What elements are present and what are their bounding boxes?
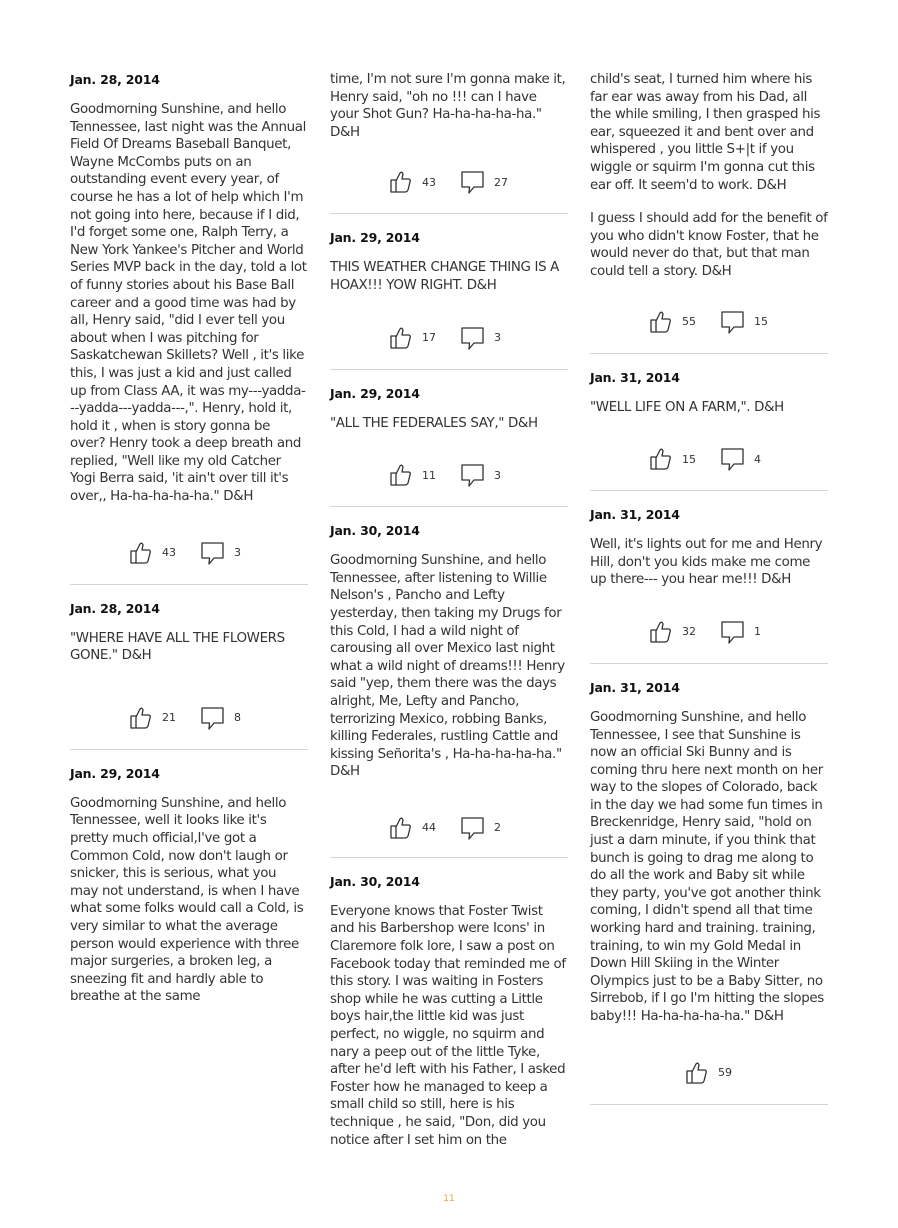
post-text: Goodmorning Sunshine, and hello Tennessee, well it looks like it's pretty much official,I've got a Common Cold, now don't laugh or snicker, this is serious, what you may not understand, is when I have what some folks would call a Cold, is very similar to what the average person would experience with three major surgeries, a broken leg, a sneezing fit and hardly able to breathe at the same <box>70 795 304 1005</box>
separator <box>590 663 828 664</box>
comment-icon <box>200 540 226 566</box>
comment-count: 8 <box>234 711 241 725</box>
post-text: Everyone knows that Foster Twist and his Barbershop were Icons' in Claremore folk lore, I saw a post on Facebook today that reminded me of this story. I was waiting in Fosters shop while he was cutting a Little boys hair,the little kid was just perfect, no wiggle, no squirm and nary a peep out of the little Tyke, after he'd left with his Father, I asked Foster how he managed to keep a small child so still, here is his technique , he said, "Don, did you notice after I set him on the <box>330 903 566 1148</box>
separator <box>590 490 828 491</box>
post-reactions <box>330 323 568 353</box>
post-text: "WELL LIFE ON A FARM,". D&H <box>590 399 784 415</box>
comment-icon <box>460 325 486 351</box>
column-1 <box>70 60 308 1006</box>
post-reactions <box>590 1058 828 1088</box>
post-text-continued: I guess I should add for the benefit of you who didn't know Foster, that he would never do that, but that man could tell a story. D&H <box>590 211 828 279</box>
post-date: Jan. 31, 2014 <box>590 507 680 523</box>
comment-icon <box>720 446 746 472</box>
comment-count: 4 <box>754 452 761 466</box>
post-text-continued: time, I'm not sure I'm gonna make it, Henry said, "oh no !!! can I have your Shot Gun? Ha-ha-ha-ha-ha." D&H <box>330 72 566 140</box>
comment-button[interactable] <box>720 309 746 335</box>
post-date: Jan. 31, 2014 <box>590 369 680 385</box>
thumbs-up-icon <box>648 619 674 645</box>
comment-button[interactable] <box>720 446 746 472</box>
post-text: "WHERE HAVE ALL THE FLOWERS GONE." D&H <box>70 630 285 664</box>
post-reactions <box>330 460 568 490</box>
comment-count: 2 <box>494 821 501 835</box>
like-count: 11 <box>422 468 436 482</box>
separator <box>70 749 308 750</box>
separator <box>330 369 568 370</box>
separator <box>590 353 828 354</box>
post-date: Jan. 28, 2014 <box>70 600 160 616</box>
separator <box>330 213 568 214</box>
comment-button[interactable] <box>460 325 486 351</box>
page-number: 11 <box>443 1194 455 1204</box>
post-text: THIS WEATHER CHANGE THING IS A HOAX!!! YOW RIGHT. D&H <box>330 260 559 293</box>
separator <box>590 1104 828 1105</box>
comment-icon <box>460 815 486 841</box>
thumbs-up-icon <box>128 540 154 566</box>
post-text: Well, it's lights out for me and Henry Hill, don't you kids make me come up there--- you hear me!!! D&H <box>590 537 823 588</box>
like-button[interactable] <box>648 619 674 645</box>
post-reactions <box>70 703 308 733</box>
thumbs-up-icon <box>388 325 414 351</box>
thumbs-up-icon <box>128 705 154 731</box>
post-reactions <box>330 813 568 843</box>
like-count: 21 <box>162 711 176 725</box>
post-text-continued: child's seat, I turned him where his far ear was away from his Dad, all the while smiling, I then grasped his ear, squeezed it and bent over and whispered , you little S+|t if you wiggle or squirm I'm gonna cut this ear off. It seem'd to work. D&H <box>590 72 821 193</box>
comment-icon <box>460 169 486 195</box>
like-button[interactable] <box>388 462 414 488</box>
comment-count: 3 <box>234 546 241 560</box>
post-text: Goodmorning Sunshine, and hello Tennessee, I see that Sunshine is now an official Ski Bunny and is coming thru here next month on her way to the slopes of Colorado, back in the day we had some fun times in Breckenridge, Henry said, "hold on just a darn minute, if you think that bunch is going to drag me along to do all the work and Baby sit while they party, you've got another think coming, I didn't spend all that time working hard and training. training, training, to win my Gold Medal in Down Hill Skiing in the Winter Olympics just to be a Baby Sitter, no Sirrebob, if I go I'm hitting the slopes baby!!! Ha-ha-ha-ha-ha." D&H <box>590 709 824 1024</box>
post-date: Jan. 29, 2014 <box>330 230 420 246</box>
like-count: 32 <box>682 625 696 639</box>
like-button[interactable] <box>128 705 154 731</box>
post-reactions <box>590 444 828 474</box>
like-button[interactable] <box>388 169 414 195</box>
separator <box>70 584 308 585</box>
post-date: Jan. 29, 2014 <box>330 385 420 401</box>
comment-button[interactable] <box>460 169 486 195</box>
post-date: Jan. 30, 2014 <box>330 873 420 889</box>
comment-button[interactable] <box>720 619 746 645</box>
like-button[interactable] <box>388 325 414 351</box>
post-text: Goodmorning Sunshine, and hello Tennessee, last night was the Annual Field Of Dreams Baseball Banquet, Wayne McCombs puts on an outstanding event every year, of course he has a lot of help which I'm not going into here, because if I did, I'd forget some one, Ralph Terry, a New York Yankee's Pitcher and World Series MVP back in the day, told a lot of funny stories about his Base Ball career and a good time was had by all, Henry said, "did I ever tell you about when I was pitching for Saskatchewan Skillets? Well , it's like this, I was just a kid and just called up from Class AA, it was my---yadda---yadda---yadda---,". Henry, hold it, hold it , when is story gonna be over? Henry took a deep breath and replied, "Well like my old Catcher Yogi Berra said, 'it ain't over till it's over,, Ha-ha-ha-ha-ha." D&H <box>70 102 307 505</box>
post-date: Jan. 31, 2014 <box>590 679 680 695</box>
column-3 <box>590 60 828 1105</box>
like-count: 59 <box>718 1066 732 1080</box>
comment-icon <box>460 462 486 488</box>
comment-button[interactable] <box>460 462 486 488</box>
thumbs-up-icon <box>388 462 414 488</box>
like-button[interactable] <box>388 815 414 841</box>
column-2 <box>330 60 568 1149</box>
post-date: Jan. 30, 2014 <box>330 523 420 539</box>
post-date: Jan. 28, 2014 <box>70 72 160 87</box>
separator <box>330 506 568 507</box>
like-button[interactable] <box>648 309 674 335</box>
like-count: 55 <box>682 315 696 329</box>
comment-button[interactable] <box>200 540 226 566</box>
post-reactions <box>330 167 568 197</box>
thumbs-up-icon <box>648 446 674 472</box>
thumbs-up-icon <box>684 1060 710 1086</box>
like-count: 43 <box>162 546 176 560</box>
like-button[interactable] <box>128 540 154 566</box>
like-button[interactable] <box>648 446 674 472</box>
comment-button[interactable] <box>200 705 226 731</box>
comment-count: 27 <box>494 175 508 189</box>
comment-icon <box>720 619 746 645</box>
post-reactions <box>590 617 828 647</box>
comment-icon <box>720 309 746 335</box>
comment-count: 1 <box>754 625 761 639</box>
like-count: 15 <box>682 452 696 466</box>
like-button[interactable] <box>684 1060 710 1086</box>
comment-count: 3 <box>494 468 501 482</box>
thumbs-up-icon <box>388 169 414 195</box>
thumbs-up-icon <box>388 815 414 841</box>
post-text: Goodmorning Sunshine, and hello Tennessee, after listening to Willie Nelson's , Pancho and Lefty yesterday, then taking my Drugs for this Cold, I had a wild night of carousing all over Mexico last night what a wild night of dreams!!! Henry said "yep, them there was the days alright, Me, Lefty and Pancho, terrorizing Mexico, robbing Banks, killing Federales, rustling Cattle and kissing Señorita's , Ha-ha-ha-ha-ha." D&H <box>330 553 565 780</box>
comment-icon <box>200 705 226 731</box>
post-reactions <box>590 307 828 337</box>
like-count: 43 <box>422 175 436 189</box>
separator <box>330 857 568 858</box>
comment-button[interactable] <box>460 815 486 841</box>
thumbs-up-icon <box>648 309 674 335</box>
comment-count: 15 <box>754 315 768 329</box>
post-reactions <box>70 538 308 568</box>
comment-count: 3 <box>494 331 501 345</box>
post-text: "ALL THE FEDERALES SAY," D&H <box>330 415 538 431</box>
post-date: Jan. 29, 2014 <box>70 765 160 781</box>
like-count: 17 <box>422 331 436 345</box>
like-count: 44 <box>422 821 436 835</box>
